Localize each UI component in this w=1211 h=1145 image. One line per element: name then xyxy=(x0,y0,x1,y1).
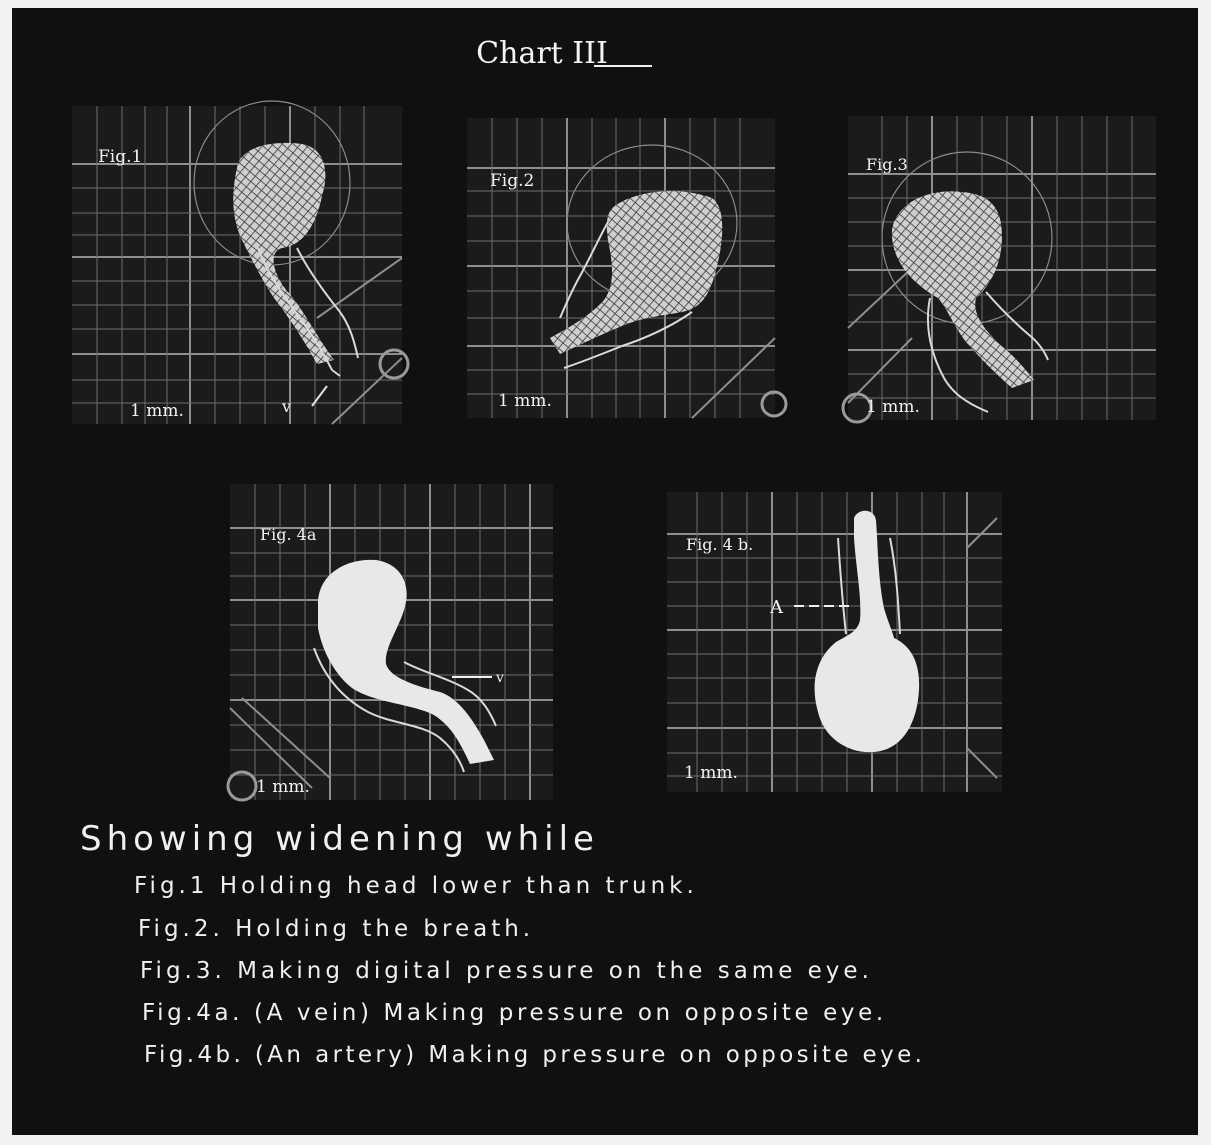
figure-4b-mark: A xyxy=(770,597,783,618)
figure-4b-label: Fig. 4 b. xyxy=(686,535,754,554)
figure-3-label: Fig.3 xyxy=(866,155,908,174)
figure-2-panel xyxy=(467,118,786,418)
figure-4b-scale: 1 mm. xyxy=(684,763,738,783)
chart-canvas xyxy=(12,8,1198,1135)
figure-1-scale: 1 mm. xyxy=(130,401,184,421)
caption-heading: Showing widening while xyxy=(80,819,599,859)
figure-1-label: Fig.1 xyxy=(98,147,143,167)
caption-line-2: Fig.2. Holding the breath. xyxy=(138,916,535,942)
caption-line-3: Fig.3. Making digital pressure on the same eye. xyxy=(140,958,873,984)
figure-4b-panel xyxy=(667,492,1002,792)
figure-1-mark: v xyxy=(282,397,292,416)
figure-2-label: Fig.2 xyxy=(490,171,535,191)
figure-4a-label: Fig. 4a xyxy=(260,525,317,544)
caption-line-1: Fig.1 Holding head lower than trunk. xyxy=(134,873,698,899)
caption-line-5: Fig.4b. (An artery) Making pressure on opposite eye. xyxy=(144,1042,926,1068)
figure-4a-panel xyxy=(228,484,553,800)
chart-board xyxy=(12,8,1198,1135)
figure-4a-scale: 1 mm. xyxy=(256,777,310,797)
caption-line-4: Fig.4a. (A vein) Making pressure on opposite eye. xyxy=(142,1000,887,1026)
figure-4a-mark: v xyxy=(496,670,504,686)
chart-title: Chart III xyxy=(476,36,608,71)
figure-1-panel xyxy=(72,101,408,424)
figure-2-scale: 1 mm. xyxy=(498,391,552,411)
figure-3-panel xyxy=(843,116,1156,422)
caption xyxy=(80,819,925,1068)
figure-3-scale: 1 mm. xyxy=(866,397,920,417)
